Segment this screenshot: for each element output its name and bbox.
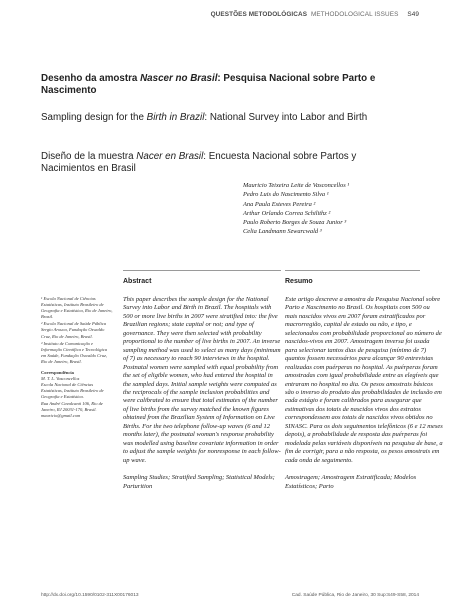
abstract-divider xyxy=(123,270,281,271)
resumo-column xyxy=(285,296,443,491)
resumo-keywords: Amostragem; Amostragem Estratificada; Modelos Estatísticos; Parto xyxy=(285,474,417,490)
affiliation-note: ² Escola Nacional de Saúde Pública Sergio Arouca, Fundação Oswaldo Cruz, Rio de Janeiro, Brasil. xyxy=(41,321,106,339)
title-english xyxy=(41,112,381,124)
title-en-survey-name: Birth in Brazil xyxy=(146,112,205,123)
section-label-en: METHODOLOGICAL ISSUES xyxy=(310,11,399,18)
title-pt-end: : Pesquisa Nacional sobre Parto e Nascimento xyxy=(41,73,376,97)
author-name: Pedro Luis do Nascimento Silva ¹ xyxy=(243,191,329,199)
running-header xyxy=(211,11,419,18)
resumo-heading: Resumo xyxy=(285,278,313,285)
title-es-start: Diseño de la muestra xyxy=(41,151,137,162)
correspondence-heading: Correspondência xyxy=(41,370,74,376)
affiliation-notes xyxy=(41,296,113,419)
abstract-text: This paper describes the sample design for the National Survey into Labor and Birth in Brazil. The hospitals with 500 or more live births in 2007 were stratified into: the five Brazilian regions; state capital or not; and type of governance. They were then selected with probability proportional to the number of live births in 2007. An inverse sampling method was used to select as many days (minimum of 7) as necessary to reach 90 interviews in the hospital. Postnatal women were sampled with equal probability from the set of eligible women, who had entered the hospital in the sampled days. Initial sample weights were computed as the reciprocals of the sample inclusion probabilities and were calibrated to ensure that total estimates of the number of live births from the survey matched the known figures obtained from the Brazilian System of Information on Live Births. For the two telephone follow-up waves (6 and 12 months later), the postnatal woman's response probability was modelled using baseline covariate information in order to adjust the sample weights for nonresponse in each follow-up wave. xyxy=(123,296,281,464)
doi-link[interactable]: http://dx.doi.org/10.1590/0102-311X00176013 xyxy=(41,593,139,598)
abstract-keywords: Sampling Studies; Stratified Sampling; Statistical Models; Parturition xyxy=(123,474,275,490)
affiliation-note: ¹ Escola Nacional de Ciências Estatísticas, Instituto Brasileiro de Geografia e Estatística, Rio de Janeiro, Brasil. xyxy=(41,296,113,320)
title-pt-survey-name: Nascer no Brasil xyxy=(140,73,218,84)
title-es-survey-name: Nacer en Brasil xyxy=(136,151,204,162)
correspondence-line: Escola Nacional de Ciências Estatísticas, Instituto Brasileiro de Geografia e Estatística. xyxy=(41,382,104,400)
abstract-heading: Abstract xyxy=(123,278,152,285)
affiliation-note: ³ Instituto de Comunicação e Informação Científica e Tecnológica em Saúde, Fundação Oswaldo Cruz, Rio de Janeiro, Brasil. xyxy=(41,340,107,364)
title-en-end: : National Survey into Labor and Birth xyxy=(204,112,368,123)
page-number: S49 xyxy=(407,11,419,18)
author-name: Celia Landmann Szwarcwald ³ xyxy=(243,228,322,236)
author-name: Ana Paula Esteves Pereira ² xyxy=(243,200,316,208)
title-portuguese xyxy=(41,73,381,98)
resumo-divider xyxy=(285,270,420,271)
author-list xyxy=(243,181,349,237)
author-name: Mauricio Teixeira Leite de Vasconcellos ¹ xyxy=(243,182,350,189)
correspondence-line: Rua André Cavalcanti 106, Rio de Janeiro, RJ 20031-170, Brasil. xyxy=(41,400,103,412)
resumo-text: Este artigo descreve a amostra da Pesquisa Nacional sobre Parto e Nascimento no Brasil. Os hospitais com 500 ou mais nascidos vivos em 2007 foram estratificados por macrorregião, capital de estado ou não, e tipo, e selecionados com probabilidade proporcional ao número de nascidos-vivos em 2007. Amostragem inversa foi usada para selecionar tantos dias de pesquisa (mínimo de 7) quantos fossem necessários para alcançar 90 entrevistas realizadas com puérperas no hospital. As puérperas foram amostradas com igual probabilidade entre as elegíveis que entraram no hospital no dia. Os pesos amostrais básicos são o inverso do produto das probabilidades de inclusão em cada estágio e foram calibrados para assegurar que estimativas dos totais de nascidos vivos dos estratos correspondessem aos totais de nascidos vivos obtidos no SINASC. Para os dois seguimentos telefônicos (6 e 12 meses depois), a probabilidade de resposta das puérperas foi modelada pelas variáveis disponíveis na pesquisa de base, a fim de corrigir, para a não resposta, os pesos amostrais em cada onda de seguimento. xyxy=(285,296,443,464)
section-label-pt: QUESTÕES METODOLÓGICAS xyxy=(210,11,308,18)
correspondence-email[interactable]: mauricio@gmail.com xyxy=(41,412,81,418)
title-spanish xyxy=(41,151,381,176)
title-pt-start: Desenho da amostra xyxy=(41,73,141,84)
correspondence-line: M. T. L. Vasconcellos xyxy=(41,376,80,382)
author-name: Arthur Orlando Correa Schilithz ² xyxy=(243,209,331,217)
abstract-column xyxy=(123,296,281,491)
title-es-end: : Encuesta Nacional sobre Partos y Nacimientos en Brasil xyxy=(41,151,357,175)
title-en-start: Sampling design for the xyxy=(41,112,147,123)
journal-citation: Cad. Saúde Pública, Rio de Janeiro, 30 Sup:S49-S58, 2014 xyxy=(291,593,419,598)
author-name: Paulo Roberto Borges de Souza Junior ³ xyxy=(243,219,347,227)
